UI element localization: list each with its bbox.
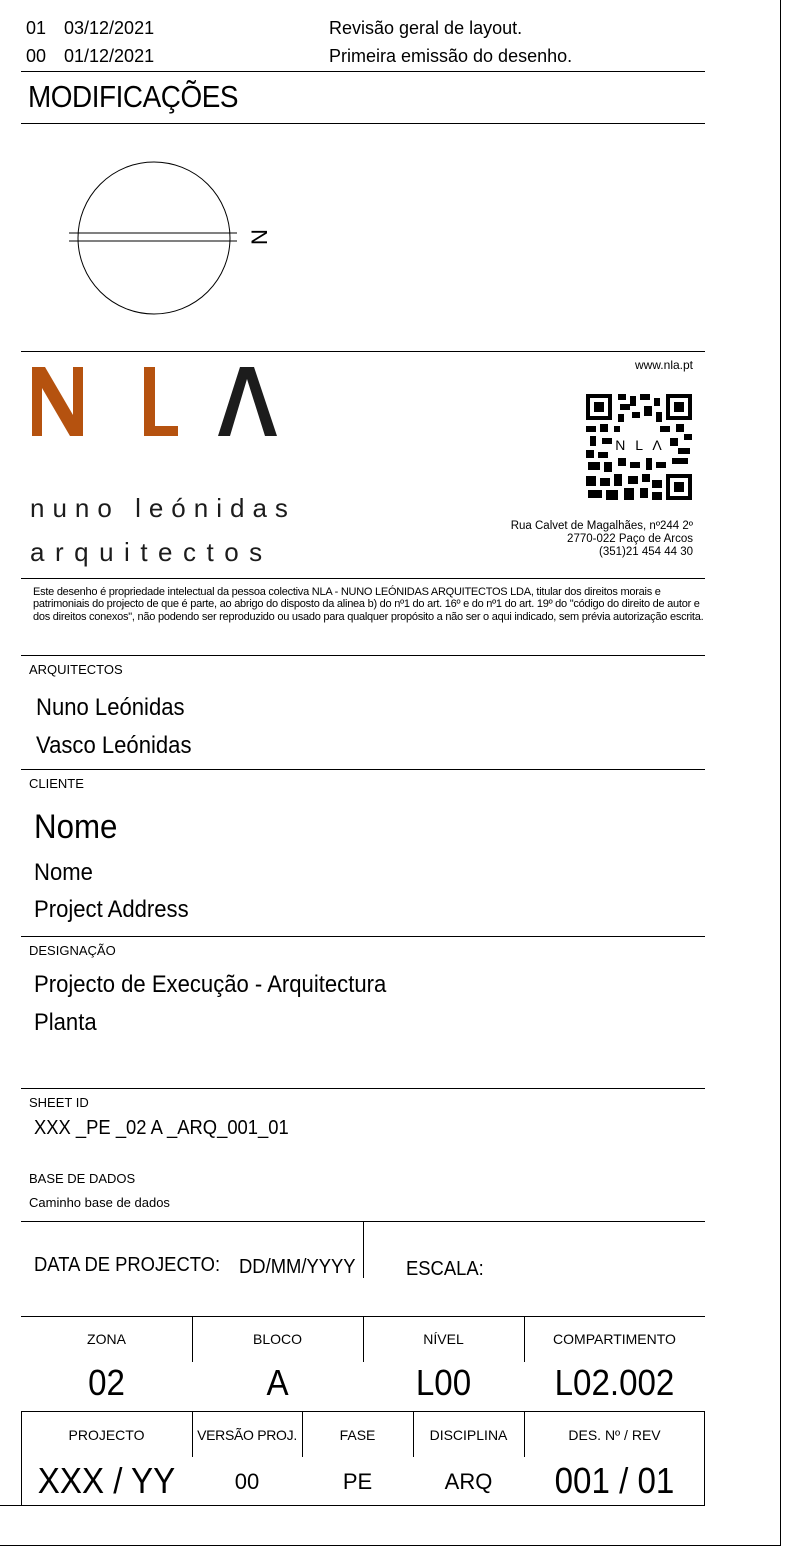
- compartimento-label: COMPARTIMENTO: [553, 1331, 676, 1347]
- projecto-value: XXX / YY: [37, 1460, 176, 1501]
- company-address: [393, 520, 693, 559]
- nla-logo-icon: [28, 362, 288, 442]
- divider: [21, 1088, 705, 1089]
- company-name-line1: nuno leónidas: [30, 493, 296, 523]
- compartimento-value: L02.002: [554, 1362, 675, 1403]
- nivel-value: L00: [415, 1362, 472, 1403]
- divider: [21, 769, 705, 770]
- divider: [0, 1505, 21, 1506]
- project-date-value: DD/MM/YYYY: [239, 1256, 356, 1278]
- database-path: Caminho base de dados: [29, 1195, 170, 1210]
- des-rev-label: DES. Nº / REV: [568, 1427, 661, 1443]
- north-label: N: [247, 229, 272, 245]
- address-line: Rua Calvet de Magalhães, nº244 2º: [510, 520, 693, 532]
- designation-label: DESIGNAÇÃO: [29, 943, 116, 958]
- revision-number: 01: [26, 18, 47, 38]
- qr-code-icon: [584, 392, 694, 502]
- north-arrow: [60, 155, 290, 320]
- bloco-label: BLOCO: [252, 1331, 302, 1347]
- divider: [21, 351, 705, 352]
- address-line: 2770-022 Paço de Arcos: [567, 533, 693, 545]
- client-name: Nome: [34, 859, 93, 886]
- revision-row: [26, 18, 706, 40]
- versao-label: VERSÃO PROJ.: [197, 1427, 297, 1443]
- architect-name: Vasco Leónidas: [36, 732, 192, 759]
- designation-line2: Planta: [34, 1009, 97, 1036]
- des-rev-value: 001 / 01: [554, 1460, 675, 1501]
- versao-value: 00: [234, 1469, 260, 1494]
- company-website[interactable]: www.nla.pt: [634, 358, 693, 372]
- architect-name: Nuno Leónidas: [36, 694, 185, 721]
- revision-description: Revisão geral de layout.: [329, 18, 523, 38]
- company-name-line2: arquitectos: [30, 537, 273, 567]
- zona-value: 02: [88, 1362, 125, 1403]
- divider: [21, 71, 705, 72]
- zona-label: ZONA: [87, 1331, 126, 1347]
- fase-value: PE: [342, 1469, 373, 1494]
- frame-bottom-border: [0, 1545, 781, 1546]
- revision-description: Primeira emissão do desenho.: [329, 46, 573, 66]
- client-name-large: Nome: [34, 808, 118, 846]
- database-label: BASE DE DADOS: [29, 1171, 136, 1186]
- revisions-title: MODIFICAÇÕES: [28, 79, 239, 114]
- revision-date: 01/12/2021: [64, 46, 155, 66]
- architects-label: ARQUITECTOS: [29, 662, 123, 677]
- sheet-id-label: SHEET ID: [29, 1095, 89, 1110]
- disciplina-value: ARQ: [444, 1469, 493, 1494]
- bloco-value: A: [266, 1362, 289, 1403]
- divider: [21, 936, 705, 937]
- designation-line1: Projecto de Execução - Arquitectura: [34, 971, 387, 998]
- nivel-label: NÍVEL: [423, 1331, 464, 1347]
- divider: [21, 123, 705, 124]
- phone-number: (351)21 454 44 30: [599, 546, 693, 558]
- revision-date: 03/12/2021: [64, 18, 155, 38]
- revision-row: [26, 46, 706, 68]
- fase-label: FASE: [339, 1427, 376, 1443]
- copyright-disclaimer: Este desenho é propriedade intelectual da pessoa colectiva NLA - NUNO LEÓNIDAS ARQUITECTOS LDA, titular dos direitos morais e patrimoniais do projecto de que é parte, ao abrigo do disposto da alinea b) do nº1 do art. 16º e do nº1 do art. 19º do "código do direito de autor e dos direitos conexos", não podendo ser reproduzido ou usado para qualquer propósito a não ser o aqui indicado, sem prévia autorização escrita.: [33, 586, 704, 623]
- project-address: Project Address: [34, 896, 189, 923]
- sheet-id-value: XXX _PE _02 A _ARQ_001_01: [34, 1117, 289, 1139]
- disciplina-label: DISCIPLINA: [429, 1427, 508, 1443]
- frame-right-border: [780, 0, 781, 1545]
- divider: [363, 1222, 364, 1278]
- divider: [21, 655, 705, 656]
- qr-label: N L Λ: [615, 437, 665, 453]
- qr-code: [584, 392, 694, 502]
- revision-number: 00: [26, 46, 47, 66]
- client-label: CLIENTE: [29, 776, 84, 791]
- scale-label: ESCALA:: [406, 1258, 484, 1280]
- project-date-label: DATA DE PROJECTO:: [34, 1254, 221, 1276]
- divider: [21, 578, 705, 579]
- projecto-label: PROJECTO: [68, 1427, 145, 1443]
- north-arrow-icon: [60, 155, 290, 320]
